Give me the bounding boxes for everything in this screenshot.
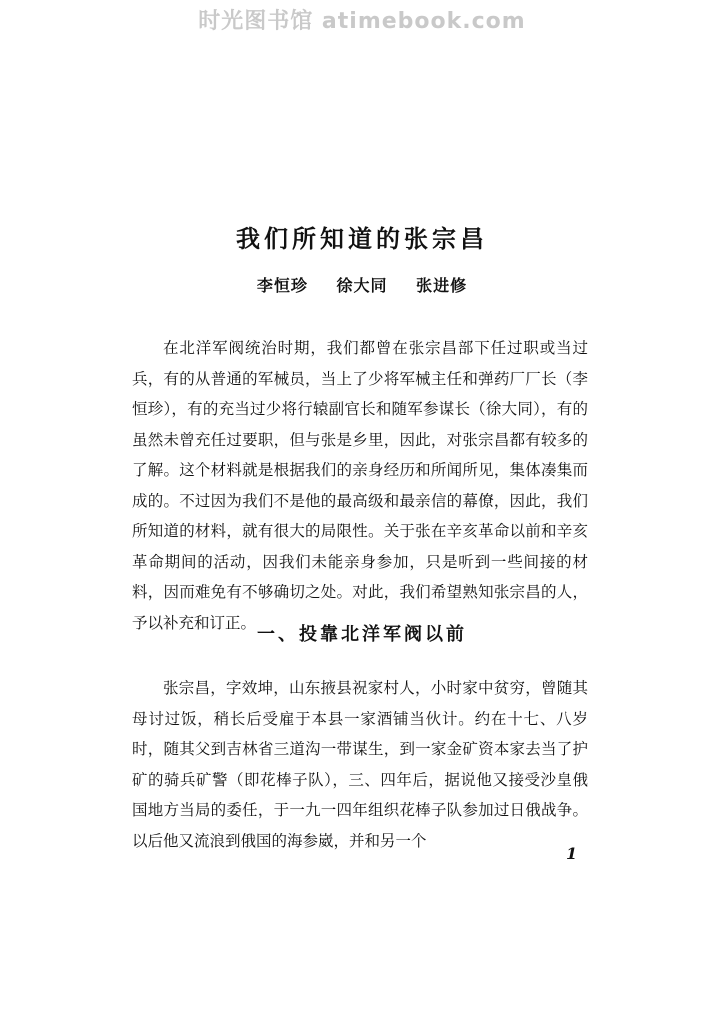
author-list — [0, 273, 724, 296]
intro-paragraph: 在北洋军阀统治时期，我们都曾在张宗昌部下任过职或当过兵，有的从普通的军械员，当上了少将军械主任和弹药厂厂长（李恒珍），有的充当过少将行辕副官长和随军参谋长（徐大同），有的虽然未曾充任过要职，但与张是乡里，因此，对张宗昌都有较多的了解。这个材料就是根据我们的亲身经历和所闻所见，集体凑集而成的。不过因为我们不是他的最高级和最亲信的幕僚，因此，我们所知道的材料，就有很大的局限性。关于张在辛亥革命以前和辛亥革命期间的活动，因我们未能亲身参加，只是听到一些间接的材料，因而难免有不够确切之处。对此，我们希望熟知张宗昌的人，予以补充和订正。 — [132, 339, 588, 632]
watermark: 时光图书馆 atimebook.com — [198, 9, 526, 34]
author-name: 李恒珍 — [256, 276, 308, 295]
author-name: 张进修 — [416, 276, 468, 295]
page-number: 1 — [566, 844, 578, 863]
author-name: 徐大同 — [336, 276, 388, 295]
page-title: 我们所知道的张宗昌 — [236, 225, 488, 253]
section-paragraph: 张宗昌，字效坤，山东掖县祝家村人，小时家中贫穷，曾随其母讨过饭，稍长后受雇于本县一家酒铺当伙计。约在十七、八岁时，随其父到吉林省三道沟一带谋生，到一家金矿资本家去当了护矿的骑兵矿警（即花棒子队），三、四年后，据说他又接受沙皇俄国地方当局的委任，于一九一四年组织花棒子队参加过日俄战争。以后他又流浪到俄国的海参崴，并和另一个 — [132, 679, 588, 850]
section-heading: 一、投靠北洋军阀以前 — [257, 624, 467, 645]
